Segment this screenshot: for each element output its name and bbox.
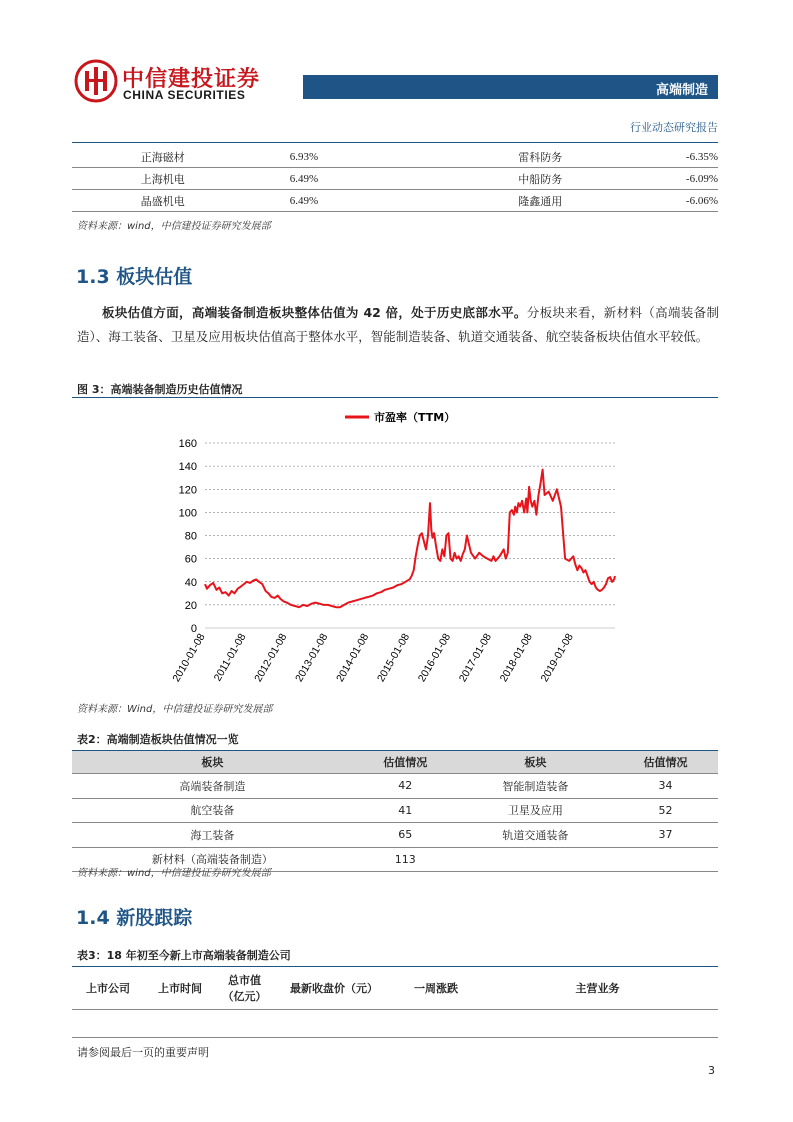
footer-divider: [72, 1037, 718, 1038]
x-tick-label: 2013-01-08: [293, 631, 331, 685]
x-tick-label: 2017-01-08: [456, 631, 495, 685]
x-tick-label: 2018-01-08: [497, 631, 535, 685]
y-tick-label: 40: [184, 576, 197, 589]
table-cell: 正海磁材: [72, 146, 195, 168]
table-cell: 智能制造装备: [458, 774, 613, 799]
legend-label: 市盈率（TTM）: [374, 411, 456, 424]
table-cell: 42: [353, 774, 458, 799]
table-cell: 航空装备: [72, 798, 353, 823]
valuation-normal-text: 分板块来看，新材料（高端装备制造）、海工装备、卫星及应用板块估值高于整体水平，智能制造装备、轨道交通装备、航空装备板块估值水平较低。: [77, 305, 719, 344]
x-tick-label: 2015-01-08: [374, 631, 413, 685]
table-header-cell: 一周涨跌: [395, 967, 477, 1010]
table-cell: 上海机电: [72, 168, 195, 190]
table-cell: 高端装备制造: [72, 774, 353, 799]
y-tick-label: 120: [178, 484, 197, 497]
footer-disclaimer: 请参阅最后一页的重要声明: [77, 1046, 209, 1059]
pe-history-chart: [165, 400, 625, 685]
table-cell: 中船防务: [478, 168, 631, 190]
valuation-paragraph: [77, 301, 719, 349]
valuation-table: [72, 750, 718, 872]
header-bar-title: 高端制造: [655, 83, 708, 98]
y-tick-label: 160: [178, 438, 197, 450]
pe-series-line: [205, 470, 615, 608]
x-tick-label: 2011-01-08: [211, 631, 249, 684]
china-securities-logo-icon: [74, 59, 118, 103]
valuation-bold-text: 板块估值方面，高端装备制造板块整体估值为 42 倍，处于历史底部水平。: [102, 305, 527, 320]
top-table-source: 资料来源：wind，中信建投证券研究发展部: [77, 221, 271, 232]
table-cell: 6.49%: [195, 168, 479, 190]
header-bar: [303, 75, 718, 99]
table-cell: 卫星及应用: [458, 798, 613, 823]
y-tick-label: 20: [184, 599, 197, 612]
x-tick-label: 2012-01-08: [252, 631, 290, 685]
table-header-cell: 板块: [458, 751, 613, 774]
stock-change-table: [72, 146, 718, 212]
table-header-cell: 板块: [72, 751, 353, 774]
x-tick-label: 2010-01-08: [170, 631, 208, 685]
figure-3-source: 资料来源：Wind，中信建投证券研究发展部: [77, 704, 273, 715]
table-cell: [458, 847, 613, 872]
x-tick-label: 2014-01-08: [334, 631, 372, 685]
table-row: [72, 168, 718, 190]
y-tick-label: 140: [178, 461, 197, 474]
page-number: 3: [708, 1064, 715, 1077]
table-cell: -6.09%: [631, 168, 718, 190]
table-cell: -6.06%: [631, 190, 718, 212]
table-header-cell: 上市时间: [144, 967, 216, 1010]
table-header-cell: 主营业务: [477, 967, 718, 1010]
logo-chinese-name: 中信建投证券: [122, 67, 261, 92]
figure-3-divider: [72, 397, 718, 398]
table-row: [72, 823, 718, 848]
table-row: [72, 190, 718, 212]
table-cell: 34: [613, 774, 718, 799]
section-heading-1-3: 1.3 板块估值: [76, 266, 193, 288]
table-cell: 113: [353, 847, 458, 872]
table-2-source: 资料来源：wind，中信建投证券研究发展部: [77, 868, 271, 879]
table-cell: 轨道交通装备: [458, 823, 613, 848]
table-cell: 隆鑫通用: [478, 190, 631, 212]
table-cell: 52: [613, 798, 718, 823]
table-header-cell: 总市值 （亿元）: [216, 967, 273, 1010]
table-cell: [613, 847, 718, 872]
table-header-cell: 估值情况: [353, 751, 458, 774]
y-tick-label: 100: [178, 507, 197, 520]
table-cell: 新材料（高端装备制造）: [72, 847, 353, 872]
report-type: 行业动态研究报告: [630, 121, 718, 134]
table-2-title: 表2：高端制造板块估值情况一览: [77, 733, 239, 746]
table-header-cell: 估值情况: [613, 751, 718, 774]
table-cell: 雷科防务: [478, 146, 631, 168]
table-cell: 6.49%: [195, 190, 479, 212]
section-heading-1-4: 1.4 新股跟踪: [76, 907, 193, 929]
x-tick-label: 2016-01-08: [415, 631, 454, 685]
figure-3-title: 图 3：高端装备制造历史估值情况: [77, 383, 243, 396]
table-header-cell: 上市公司: [72, 967, 144, 1010]
table-row: [72, 798, 718, 823]
logo-english-name: CHINA SECURITIES: [123, 88, 246, 102]
table-cell: 41: [353, 798, 458, 823]
table-cell: 65: [353, 823, 458, 848]
table-cell: 海工装备: [72, 823, 353, 848]
x-tick-label: 2019-01-08: [538, 631, 576, 685]
new-listings-table: [72, 966, 718, 1010]
table-3-title: 表3：18 年初至今新上市高端装备制造公司: [77, 949, 291, 962]
table-row: [72, 774, 718, 799]
table-row: [72, 146, 718, 168]
y-tick-label: 80: [184, 530, 197, 543]
header-divider: [72, 142, 718, 143]
table-cell: -6.35%: [631, 146, 718, 168]
table-cell: 晶盛机电: [72, 190, 195, 212]
table-header-cell: 最新收盘价（元）: [273, 967, 395, 1010]
table-cell: 37: [613, 823, 718, 848]
y-tick-label: 60: [184, 553, 197, 566]
table-cell: 6.93%: [195, 146, 479, 168]
y-tick-label: 0: [190, 623, 197, 635]
